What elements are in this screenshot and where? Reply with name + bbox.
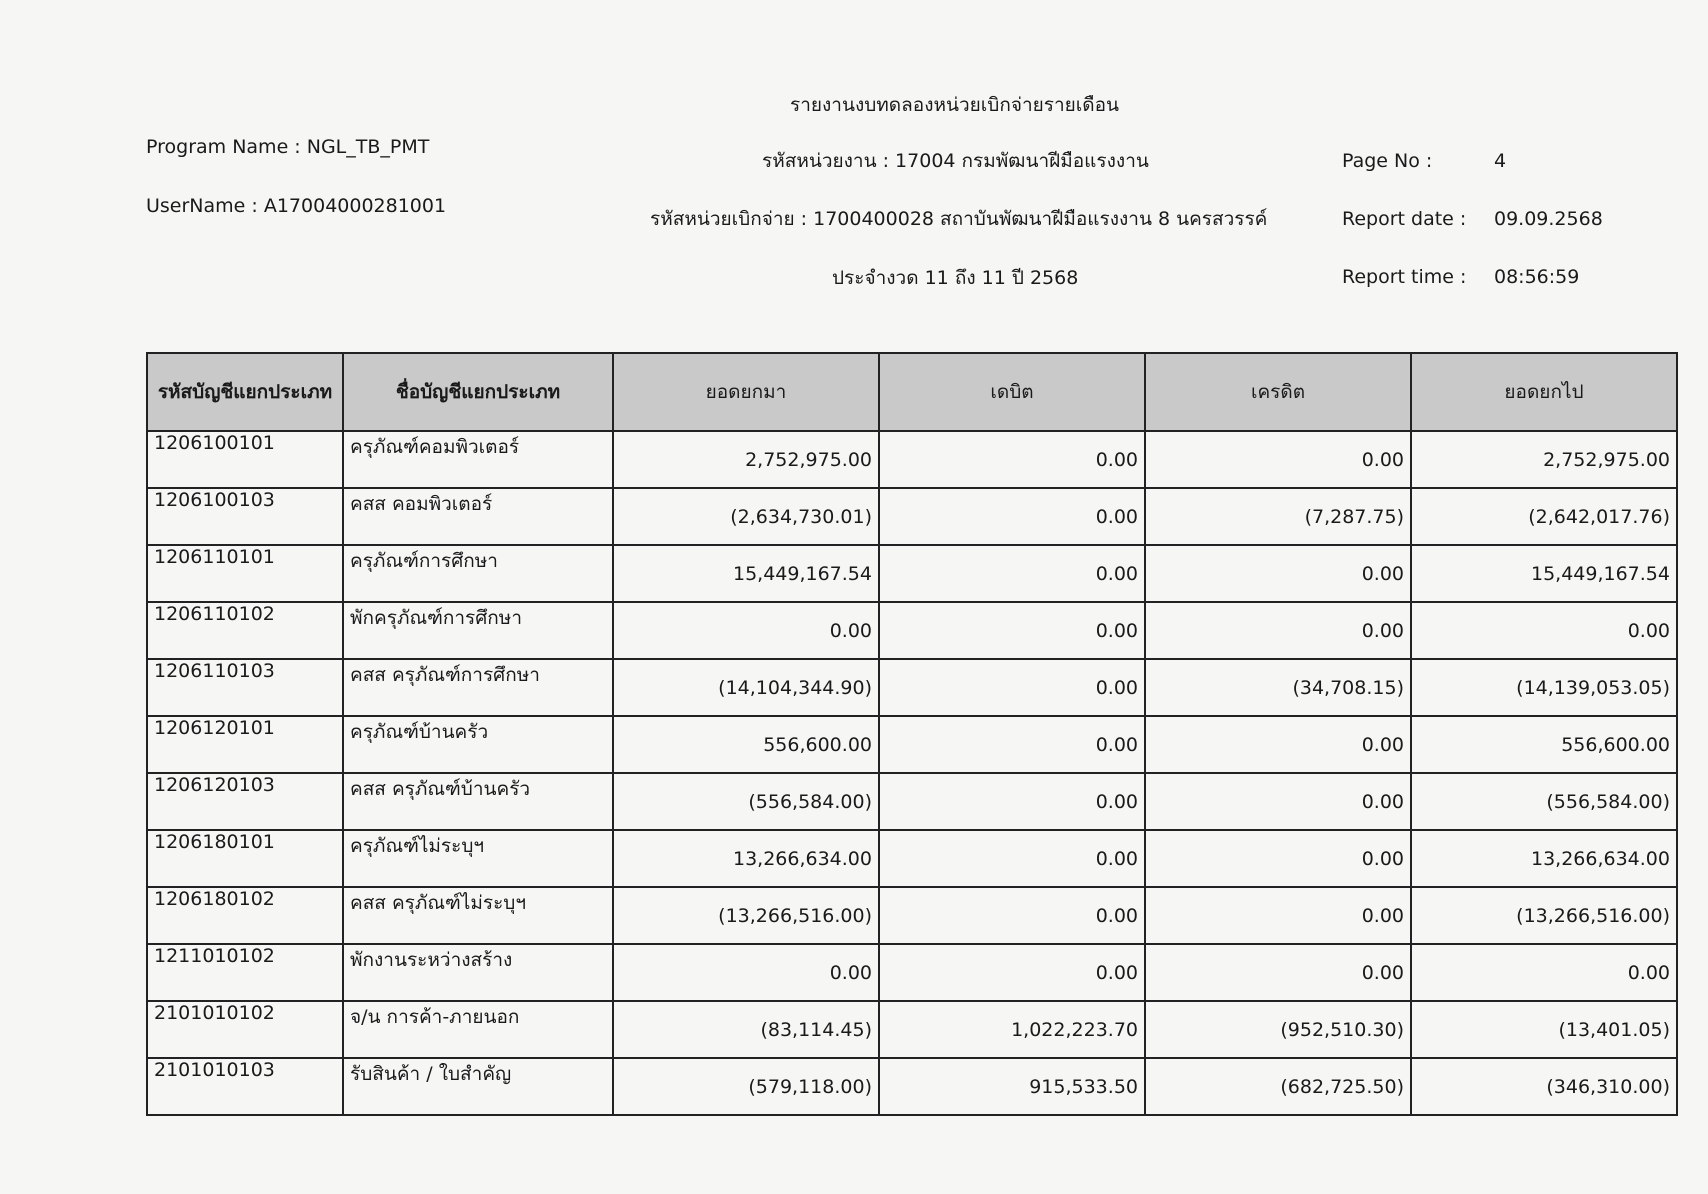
header-closing-balance: ยอดยกไป: [1411, 353, 1677, 431]
cell-closing-balance: 13,266,634.00: [1411, 830, 1677, 887]
cell-debit: 1,022,223.70: [879, 1001, 1145, 1058]
cell-opening-balance: (13,266,516.00): [613, 887, 879, 944]
cell-closing-balance: 0.00: [1411, 944, 1677, 1001]
cell-closing-balance: (13,266,516.00): [1411, 887, 1677, 944]
table-row: [147, 602, 1677, 659]
cell-credit: (952,510.30): [1145, 1001, 1411, 1058]
cell-opening-balance: 15,449,167.54: [613, 545, 879, 602]
cell-account-code: 1211010102: [147, 944, 343, 1001]
page-no-value: 4: [1494, 150, 1507, 172]
cell-credit: 0.00: [1145, 944, 1411, 1001]
cell-account-name: พักครุภัณฑ์การศึกษา: [343, 602, 613, 659]
cell-credit: 0.00: [1145, 431, 1411, 488]
header-opening-balance: ยอดยกมา: [613, 353, 879, 431]
cell-account-code: 1206100101: [147, 431, 343, 488]
cell-opening-balance: (83,114.45): [613, 1001, 879, 1058]
table-row: [147, 488, 1677, 545]
header-debit: เดบิต: [879, 353, 1145, 431]
header-account-code: รหัสบัญชีแยกประเภท: [147, 353, 343, 431]
cell-debit: 0.00: [879, 488, 1145, 545]
department-line: รหัสหน่วยงาน : 17004 กรมพัฒนาฝีมือแรงงาน: [762, 150, 1149, 172]
report-time-value: 08:56:59: [1494, 266, 1580, 288]
table-header-row: [147, 353, 1677, 431]
cell-account-code: 1206120103: [147, 773, 343, 830]
cell-closing-balance: (13,401.05): [1411, 1001, 1677, 1058]
trial-balance-table: [146, 352, 1678, 1116]
report-date-value: 09.09.2568: [1494, 208, 1603, 230]
cell-closing-balance: (2,642,017.76): [1411, 488, 1677, 545]
table-row: [147, 1001, 1677, 1058]
cell-credit: 0.00: [1145, 716, 1411, 773]
cell-account-code: 1206110102: [147, 602, 343, 659]
cell-credit: 0.00: [1145, 887, 1411, 944]
table-row: [147, 773, 1677, 830]
disbursement-unit-line: รหัสหน่วยเบิกจ่าย : 1700400028 สถาบันพัฒนาฝีมือแรงงาน 8 นครสวรรค์: [650, 208, 1268, 230]
cell-closing-balance: 556,600.00: [1411, 716, 1677, 773]
cell-account-name: คสส ครุภัณฑ์ไม่ระบุฯ: [343, 887, 613, 944]
cell-debit: 0.00: [879, 830, 1145, 887]
table-row: [147, 716, 1677, 773]
cell-closing-balance: 15,449,167.54: [1411, 545, 1677, 602]
user-name: UserName : A17004000281001: [146, 195, 447, 217]
cell-account-name: คสส ครุภัณฑ์การศึกษา: [343, 659, 613, 716]
cell-credit: (34,708.15): [1145, 659, 1411, 716]
cell-account-name: รับสินค้า / ใบสำคัญ: [343, 1058, 613, 1115]
header-credit: เครดิต: [1145, 353, 1411, 431]
cell-account-code: 1206100103: [147, 488, 343, 545]
cell-account-name: คสส คอมพิวเตอร์: [343, 488, 613, 545]
cell-debit: 915,533.50: [879, 1058, 1145, 1115]
cell-closing-balance: (346,310.00): [1411, 1058, 1677, 1115]
cell-account-name: จ/น การค้า-ภายนอก: [343, 1001, 613, 1058]
cell-account-code: 1206120101: [147, 716, 343, 773]
cell-opening-balance: (2,634,730.01): [613, 488, 879, 545]
cell-debit: 0.00: [879, 716, 1145, 773]
cell-account-name: ครุภัณฑ์คอมพิวเตอร์: [343, 431, 613, 488]
cell-account-code: 1206110103: [147, 659, 343, 716]
cell-debit: 0.00: [879, 944, 1145, 1001]
report-time-label: Report time :: [1342, 266, 1467, 288]
cell-opening-balance: 13,266,634.00: [613, 830, 879, 887]
cell-opening-balance: (556,584.00): [613, 773, 879, 830]
table-row: [147, 887, 1677, 944]
cell-account-code: 2101010102: [147, 1001, 343, 1058]
table-row: [147, 830, 1677, 887]
cell-account-code: 1206180101: [147, 830, 343, 887]
cell-closing-balance: (556,584.00): [1411, 773, 1677, 830]
table-row: [147, 431, 1677, 488]
program-name: Program Name : NGL_TB_PMT: [146, 136, 430, 158]
cell-account-name: พักงานระหว่างสร้าง: [343, 944, 613, 1001]
cell-closing-balance: 0.00: [1411, 602, 1677, 659]
table-row: [147, 659, 1677, 716]
cell-debit: 0.00: [879, 431, 1145, 488]
cell-opening-balance: 0.00: [613, 944, 879, 1001]
cell-opening-balance: (579,118.00): [613, 1058, 879, 1115]
cell-account-name: ครุภัณฑ์ไม่ระบุฯ: [343, 830, 613, 887]
cell-closing-balance: (14,139,053.05): [1411, 659, 1677, 716]
cell-account-name: ครุภัณฑ์บ้านครัว: [343, 716, 613, 773]
cell-account-code: 1206110101: [147, 545, 343, 602]
cell-opening-balance: 0.00: [613, 602, 879, 659]
cell-credit: 0.00: [1145, 830, 1411, 887]
cell-opening-balance: (14,104,344.90): [613, 659, 879, 716]
period-line: ประจำงวด 11 ถึง 11 ปี 2568: [832, 267, 1079, 289]
cell-account-code: 1206180102: [147, 887, 343, 944]
cell-debit: 0.00: [879, 773, 1145, 830]
table-row: [147, 545, 1677, 602]
cell-debit: 0.00: [879, 659, 1145, 716]
cell-opening-balance: 2,752,975.00: [613, 431, 879, 488]
cell-debit: 0.00: [879, 887, 1145, 944]
cell-credit: (682,725.50): [1145, 1058, 1411, 1115]
cell-account-name: คสส ครุภัณฑ์บ้านครัว: [343, 773, 613, 830]
cell-account-name: ครุภัณฑ์การศึกษา: [343, 545, 613, 602]
cell-credit: 0.00: [1145, 773, 1411, 830]
cell-account-code: 2101010103: [147, 1058, 343, 1115]
table-row: [147, 944, 1677, 1001]
cell-debit: 0.00: [879, 602, 1145, 659]
page-no-label: Page No :: [1342, 150, 1433, 172]
header-account-name: ชื่อบัญชีแยกประเภท: [343, 353, 613, 431]
report-date-label: Report date :: [1342, 208, 1467, 230]
table-row: [147, 1058, 1677, 1115]
cell-opening-balance: 556,600.00: [613, 716, 879, 773]
cell-credit: 0.00: [1145, 545, 1411, 602]
table-body: [147, 431, 1677, 1115]
report-title: รายงานงบทดลองหน่วยเบิกจ่ายรายเดือน: [790, 94, 1120, 116]
cell-closing-balance: 2,752,975.00: [1411, 431, 1677, 488]
cell-debit: 0.00: [879, 545, 1145, 602]
cell-credit: 0.00: [1145, 602, 1411, 659]
cell-credit: (7,287.75): [1145, 488, 1411, 545]
